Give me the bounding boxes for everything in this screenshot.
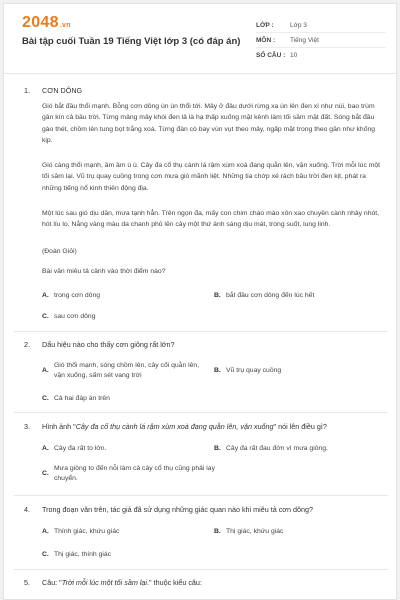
divider bbox=[14, 331, 388, 332]
question-number: 1. bbox=[24, 86, 30, 95]
worksheet-page bbox=[3, 3, 397, 600]
worksheet-header bbox=[4, 4, 396, 74]
meta-row-class bbox=[256, 18, 386, 33]
q1-option-c[interactable]: C. sau cơn dông bbox=[42, 313, 96, 320]
meta-label: MÔN : bbox=[256, 36, 276, 44]
question-5-header bbox=[24, 578, 202, 587]
divider bbox=[14, 569, 388, 570]
meta-row-subject bbox=[256, 33, 386, 48]
passage-paragraph-3: Một lúc sau gió dịu dần, mưa tạnh hẳn. Trên ngọn đa, mấy con chim chào mào xôn xao chuyền cành nhảy nhót, hót líu lo. Nắng vàng màu da chanh phủ lên cây một thứ ánh sáng dịu mát, trong suốt, lung linh. bbox=[42, 210, 380, 229]
divider bbox=[14, 412, 388, 413]
site-logo[interactable]: 2048.vn bbox=[22, 14, 71, 31]
question-4-text: Trong đoạn văn trên, tác giả đã sử dụng những giác quan nào khi miêu tả cơn dông? bbox=[42, 505, 314, 514]
question-number: 3. bbox=[24, 422, 30, 431]
passage-paragraph-1: Gió bắt đầu thổi mạnh. Bỗng cơn dông ùn ùn thổi tới. Mây ở đâu dưới rừng xa ùn lên đen xì như núi, bao trùm gần kín cả bầu trời. Từng mảng mây khói đen lả là hạ thấp xuống mặt kênh làm tối sầm mặt đất. Sóng bắt đầu gào thét, chồm lên tung bọt trắng xoá. Từng đàn cò bay vùn vụt theo mây, ngấp mặt trong theo gần như khống kịp. bbox=[42, 103, 376, 145]
meta-row-count bbox=[256, 48, 386, 63]
meta-value: Tiếng Việt bbox=[290, 36, 319, 44]
meta-label: SỐ CÂU : bbox=[256, 52, 286, 59]
q1-option-b[interactable]: B. bắt đầu cơn dông đến lúc hết bbox=[214, 292, 315, 299]
divider bbox=[14, 495, 388, 496]
question-5-text: Câu: "Trời mỗi lúc một tối sầm lại." thuộc kiểu câu: bbox=[42, 578, 202, 587]
q3-option-a[interactable]: A. Cây đa rất to lớn. bbox=[42, 445, 107, 452]
question-1-header bbox=[24, 86, 82, 95]
question-3-text: Hình ảnh "Cây đa cổ thụ cành lá rậm xùm xoà đang quằn lên, vặn xuống" nói lên điều gì? bbox=[42, 422, 327, 431]
q2-option-c[interactable]: C. Cả hai đáp án trên bbox=[42, 395, 110, 402]
meta-value: 10 bbox=[290, 52, 298, 59]
q1-option-a[interactable]: A. trong cơn dông bbox=[42, 292, 101, 299]
question-4-header bbox=[24, 505, 313, 514]
meta-label: LỚP : bbox=[256, 21, 274, 29]
passage-author: (Đoàn Giỏi) bbox=[42, 248, 77, 255]
question-2-header bbox=[24, 340, 175, 349]
q4-option-b[interactable]: B. Thị giác, khứu giác bbox=[214, 528, 284, 535]
question-number: 5. bbox=[24, 578, 30, 587]
worksheet-title: Bài tập cuối Tuần 19 Tiếng Việt lớp 3 (có đáp án) bbox=[22, 36, 241, 47]
question-number: 4. bbox=[24, 505, 30, 514]
q2-option-a[interactable]: A. Gió thổi mạnh, sóng chồm lên, cây cối quằn lên, vặn xuống, sấm sét vang trời bbox=[42, 362, 200, 379]
q2-option-b[interactable]: B. Vũ trụ quay cuồng bbox=[214, 367, 282, 374]
question-2-text: Dấu hiệu nào cho thấy cơn giông rất lớn? bbox=[42, 340, 175, 349]
q3-option-c[interactable]: C. Mưa giông to đến nỗi làm cả cây cổ thụ cũng phải lay chuyển. bbox=[42, 465, 215, 482]
question-1-text: Bài văn miêu tả cảnh vào thời điểm nào? bbox=[42, 268, 166, 275]
passage-paragraph-2: Gió càng thổi mạnh, ầm ầm ù ù. Cây đa cổ thụ cành lá rậm xùm xoà đang quằn lên, vặn xuống. Trời mỗi lúc một tối sầm lại. Vũ trụ quay cuồng trong cơn mưa gió mãnh liệt. Những tia chớp xé rách bầu trời đen kịt, phát ra những tiếng nổ kinh thiên động địa. bbox=[42, 162, 381, 192]
q4-option-c[interactable]: C. Thị giác, thính giác bbox=[42, 551, 112, 558]
passage-title: CƠN DÔNG bbox=[42, 86, 83, 95]
q4-option-a[interactable]: A. Thính giác, khứu giác bbox=[42, 528, 120, 535]
meta-value: Lớp 3 bbox=[290, 21, 307, 29]
q3-option-b[interactable]: B. Cây đa rất đau đớn vì mưa giông. bbox=[214, 445, 328, 452]
question-number: 2. bbox=[24, 340, 30, 349]
worksheet-meta bbox=[256, 18, 386, 63]
question-3-header bbox=[24, 422, 327, 431]
